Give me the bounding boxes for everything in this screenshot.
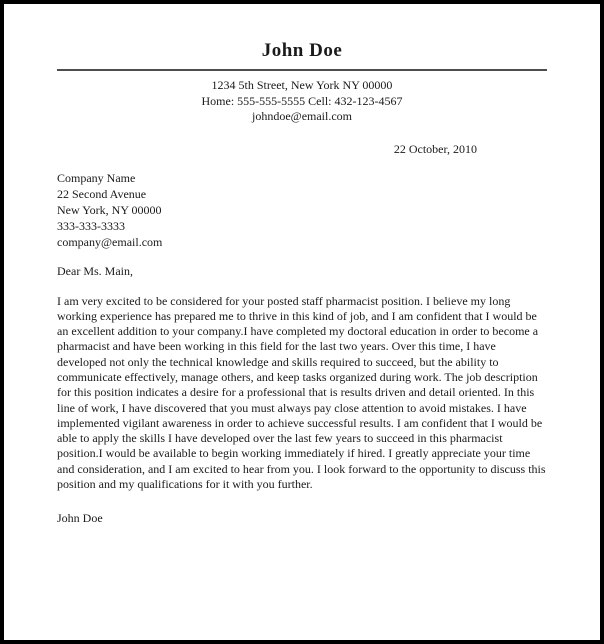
recipient-city: New York, NY 00000 [57, 202, 162, 217]
letter-date: 22 October, 2010 [393, 141, 477, 156]
sender-phones: Home: 555-555-5555 Cell: 432-123-4567 [201, 93, 403, 108]
sender-name: John Doe [261, 40, 343, 61]
recipient-block [57, 170, 547, 251]
recipient-company: Company Name [57, 170, 136, 185]
recipient-email: company@email.com [57, 235, 163, 250]
sender-email: johndoe@email.com [251, 109, 353, 123]
letter-content [4, 4, 600, 640]
recipient-phone: 333-333-3333 [57, 219, 125, 234]
letter-header [57, 4, 547, 125]
sender-address: 1234 5th Street, New York NY 00000 [211, 78, 393, 92]
signature-name: John Doe [57, 511, 103, 526]
recipient-street: 22 Second Avenue [57, 186, 147, 201]
letter-body-paragraph: I am very excited to be considered for your posted staff pharmacist position. I believe my long working experience has prepared me to thrive in this kind of job, and I am confident that I would be an excellent addition to your company.I have completed my doctoral education in order to become a pharmacist and have been working in this field for the last two years. Over this time, I have developed not only the technical knowledge and skills required to succeed, but the ability to communicate effectively, manage others, and keep tasks organized during work. The job description for this position indicates a desire for a professional that is results driven and detail oriented. In this line of work, I have discovered that you must always pay close attention to avoid mistakes. I have implemented vigilant awareness in order to achieve successful results. I am confident that I would be able to apply the skills I have developed over the last few years to succeed in this pharmacist position.I would be available to begin working immediately if hired. I greatly appreciate your time and consideration, and I am excited to hear from you. I look forward to the opportunity to discuss this position and my qualifications for it with you further. [57, 293, 546, 492]
header-rule-divider [57, 69, 547, 71]
salutation: Dear Ms. Main, [57, 263, 133, 278]
